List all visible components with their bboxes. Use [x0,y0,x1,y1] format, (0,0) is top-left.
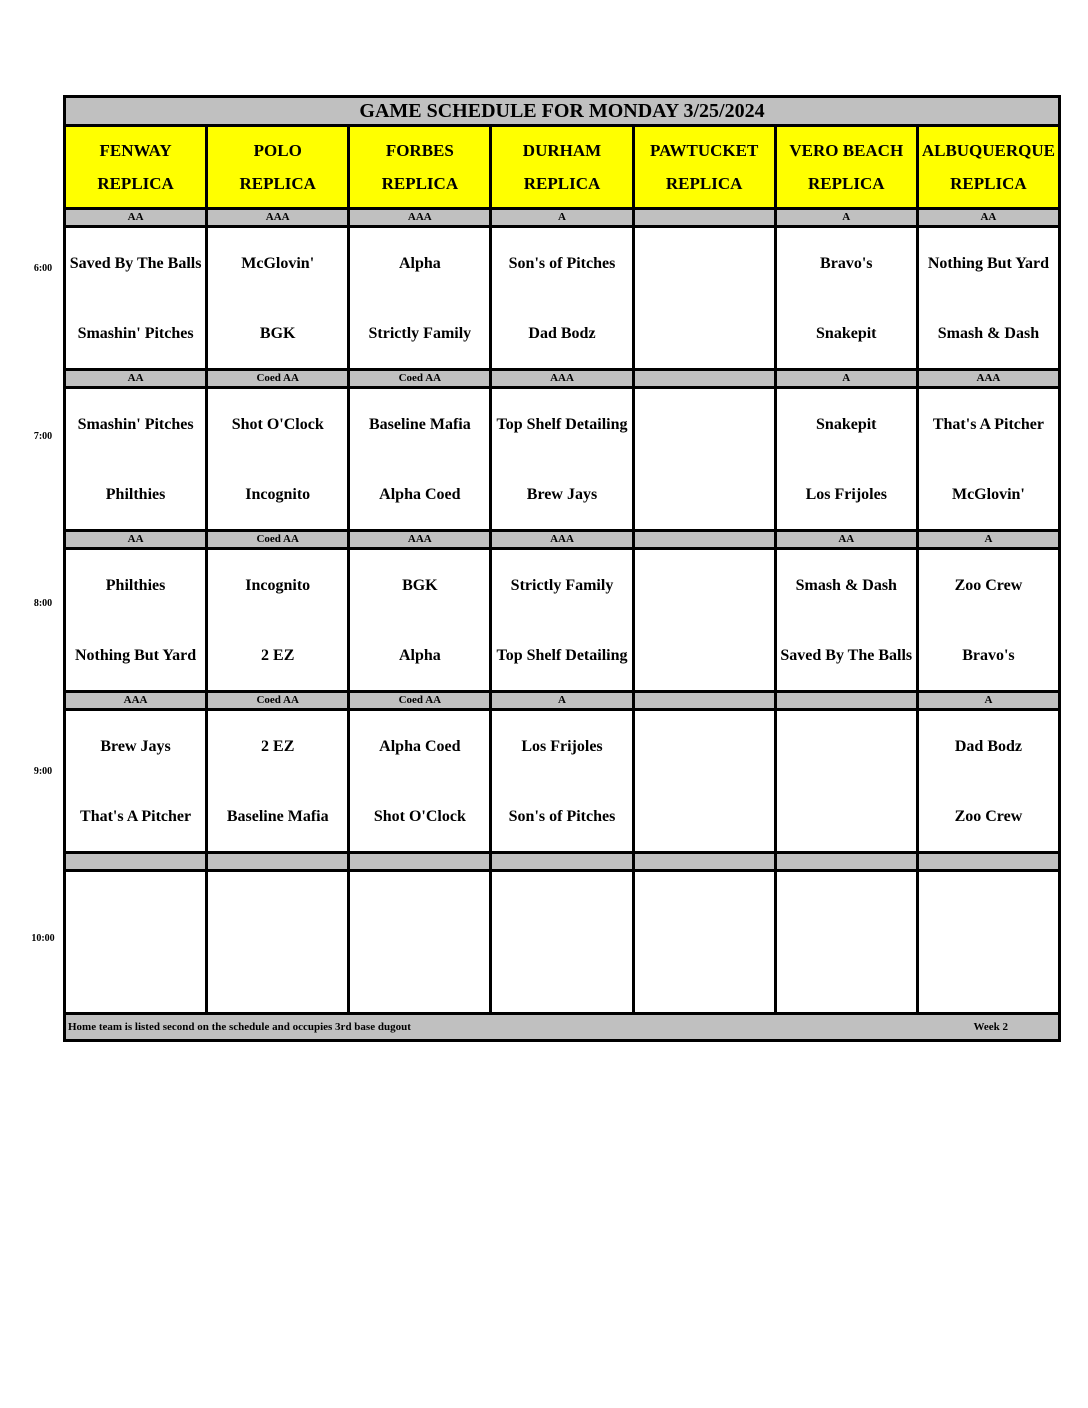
field-sub: REPLICA [381,174,459,193]
division-cell: Coed AA [349,692,491,710]
division-cell [633,853,775,871]
visitor-team [208,872,347,942]
home-team: Smashin' Pitches [77,324,194,342]
time-label-9: 9:00 [33,766,53,777]
visitor-team [777,872,916,942]
field-sub: REPLICA [523,174,601,193]
home-team: Top Shelf Detailing [496,646,628,664]
game-cell [917,227,1059,370]
schedule-title: GAME SCHEDULE FOR MONDAY 3/25/2024 [65,97,1060,126]
home-team: Brew Jays [526,485,598,503]
visitor-team: Alpha [398,254,441,272]
game-cell [775,549,917,692]
home-team: McGlovin' [951,485,1025,503]
field-header [633,126,775,209]
visitor-team [492,872,631,942]
division-cell: AA [917,209,1059,227]
game-cell [917,710,1059,853]
field-name: ALBUQUERQUE [921,141,1056,160]
visitor-team: Baseline Mafia [368,415,471,433]
division-cell: Coed AA [349,370,491,388]
division-cell: AAA [349,209,491,227]
field-name: FENWAY [99,141,172,160]
game-cell [207,710,349,853]
visitor-team: Saved By The Balls [69,254,202,272]
home-team [635,781,774,851]
division-cell: A [917,531,1059,549]
game-cell [917,871,1059,1014]
division-cell: A [917,692,1059,710]
game-cell [491,710,633,853]
visitor-team: That's A Pitcher [932,415,1044,433]
time-label-7: 7:00 [33,431,53,442]
visitor-team [919,872,1058,942]
visitor-team [350,872,489,942]
game-cell [207,227,349,370]
time-label-10: 10:00 [31,933,55,944]
division-row [65,209,1060,227]
division-cell: AAA [349,531,491,549]
home-team [208,942,347,1012]
game-cell [917,388,1059,531]
visitor-team: Top Shelf Detailing [496,415,628,433]
game-cell [65,710,207,853]
field-name: PAWTUCKET [649,141,759,160]
home-team [492,942,631,1012]
field-name: DURHAM [522,141,602,160]
field-header [349,126,491,209]
visitor-team: Alpha Coed [379,737,461,755]
time-label-8: 8:00 [33,598,53,609]
field-header [775,126,917,209]
game-cell [207,871,349,1014]
home-team: BGK [259,324,296,342]
field-sub: REPLICA [97,174,174,193]
field-name: VERO BEACH [789,141,904,160]
footer-row [65,1014,1060,1041]
home-team: Los Frijoles [805,485,887,503]
home-team: Alpha Coed [379,485,461,503]
game-cell [917,549,1059,692]
division-cell: AA [65,370,207,388]
home-team: 2 EZ [261,646,295,664]
visitor-team [635,711,774,781]
game-cell [633,227,775,370]
game-cell [349,710,491,853]
game-cell [775,871,917,1014]
visitor-team: Dad Bodz [954,737,1022,755]
division-cell: A [491,692,633,710]
division-cell: Coed AA [207,370,349,388]
game-cell [491,549,633,692]
home-team: Dad Bodz [528,324,596,342]
home-team [635,459,774,529]
visitor-team: Nothing But Yard [927,254,1050,272]
division-cell [775,853,917,871]
game-cell [65,227,207,370]
home-team [777,781,916,851]
game-cell [349,871,491,1014]
footer-note: Home team is listed second on the schedule and occupies 3rd base dugout [68,1021,411,1033]
game-cell [207,388,349,531]
home-team: Son's of Pitches [508,807,616,825]
visitor-team [635,389,774,459]
visitor-team: Strictly Family [510,576,614,594]
game-cell [207,549,349,692]
home-team [919,942,1058,1012]
game-cell [633,710,775,853]
schedule-table [63,95,1061,1042]
game-cell [633,549,775,692]
game-cell [65,549,207,692]
home-team [350,942,489,1012]
field-header [491,126,633,209]
visitor-team: Smash & Dash [795,576,897,594]
game-row [65,388,1060,531]
division-cell [775,692,917,710]
division-cell [65,853,207,871]
home-team: Snakepit [816,324,877,342]
visitor-team: Incognito [245,576,311,594]
visitor-team: Bravo's [820,254,873,272]
home-team [635,298,774,368]
game-row [65,871,1060,1014]
home-team: Philthies [105,485,166,503]
division-row [65,853,1060,871]
game-cell [349,227,491,370]
division-cell: AAA [917,370,1059,388]
home-team: Smash & Dash [937,324,1040,342]
home-team [66,942,205,1012]
game-cell [775,227,917,370]
division-cell: Coed AA [207,692,349,710]
game-cell [65,388,207,531]
field-name: POLO [253,141,302,160]
home-team: Incognito [245,485,311,503]
game-cell [633,871,775,1014]
field-header [917,126,1059,209]
home-team: Alpha [398,646,441,664]
home-team [635,620,774,690]
game-cell [775,388,917,531]
visitor-team [777,711,916,781]
visitor-team: BGK [402,576,438,594]
visitor-team: Smashin' Pitches [77,415,194,433]
visitor-team: Los Frijoles [521,737,603,755]
game-cell [491,871,633,1014]
division-cell [633,209,775,227]
visitor-team: 2 EZ [261,737,295,755]
game-cell [633,388,775,531]
game-cell [775,710,917,853]
time-label-6: 6:00 [33,263,53,274]
visitor-team: Zoo Crew [954,576,1023,594]
field-header [207,126,349,209]
game-cell [491,227,633,370]
home-team: Strictly Family [368,324,472,342]
game-cell [65,871,207,1014]
visitor-team: Philthies [105,576,166,594]
home-team: Nothing But Yard [74,646,197,664]
division-cell [633,370,775,388]
visitor-team [66,872,205,942]
division-cell: AA [65,531,207,549]
division-cell: AAA [65,692,207,710]
division-cell [633,531,775,549]
home-team [635,942,774,1012]
visitor-team: Son's of Pitches [508,254,616,272]
division-cell: AA [65,209,207,227]
home-team: That's A Pitcher [80,807,192,825]
week-label: Week 2 [973,1021,1008,1033]
game-row [65,227,1060,370]
division-cell: A [775,209,917,227]
division-cell [633,692,775,710]
field-sub: REPLICA [808,174,885,193]
field-name: FORBES [385,141,454,160]
division-cell [917,853,1059,871]
game-row [65,710,1060,853]
field-sub: REPLICA [239,174,316,193]
visitor-team [635,872,774,942]
home-team [777,942,916,1012]
home-team: Shot O'Clock [373,807,466,825]
visitor-team: McGlovin' [241,254,315,272]
visitor-team: Shot O'Clock [231,415,324,433]
division-cell [349,853,491,871]
game-row [65,549,1060,692]
division-cell: A [491,209,633,227]
game-cell [491,388,633,531]
division-cell: AAA [491,370,633,388]
home-team: Baseline Mafia [226,807,329,825]
visitor-team: Snakepit [816,415,877,433]
field-sub: REPLICA [665,174,743,193]
division-row [65,531,1060,549]
division-row [65,692,1060,710]
division-cell [491,853,633,871]
field-header [65,126,207,209]
division-cell [207,853,349,871]
visitor-team [635,228,774,298]
division-cell: AAA [491,531,633,549]
visitor-team: Brew Jays [100,737,171,755]
visitor-team [635,550,774,620]
home-team: Saved By The Balls [780,646,913,664]
game-cell [349,388,491,531]
division-cell: Coed AA [207,531,349,549]
home-team: Zoo Crew [954,807,1023,825]
division-row [65,370,1060,388]
home-team: Bravo's [962,646,1015,664]
field-sub: REPLICA [950,174,1027,193]
division-cell: AAA [207,209,349,227]
game-cell [349,549,491,692]
division-cell: AA [775,531,917,549]
division-cell: A [775,370,917,388]
